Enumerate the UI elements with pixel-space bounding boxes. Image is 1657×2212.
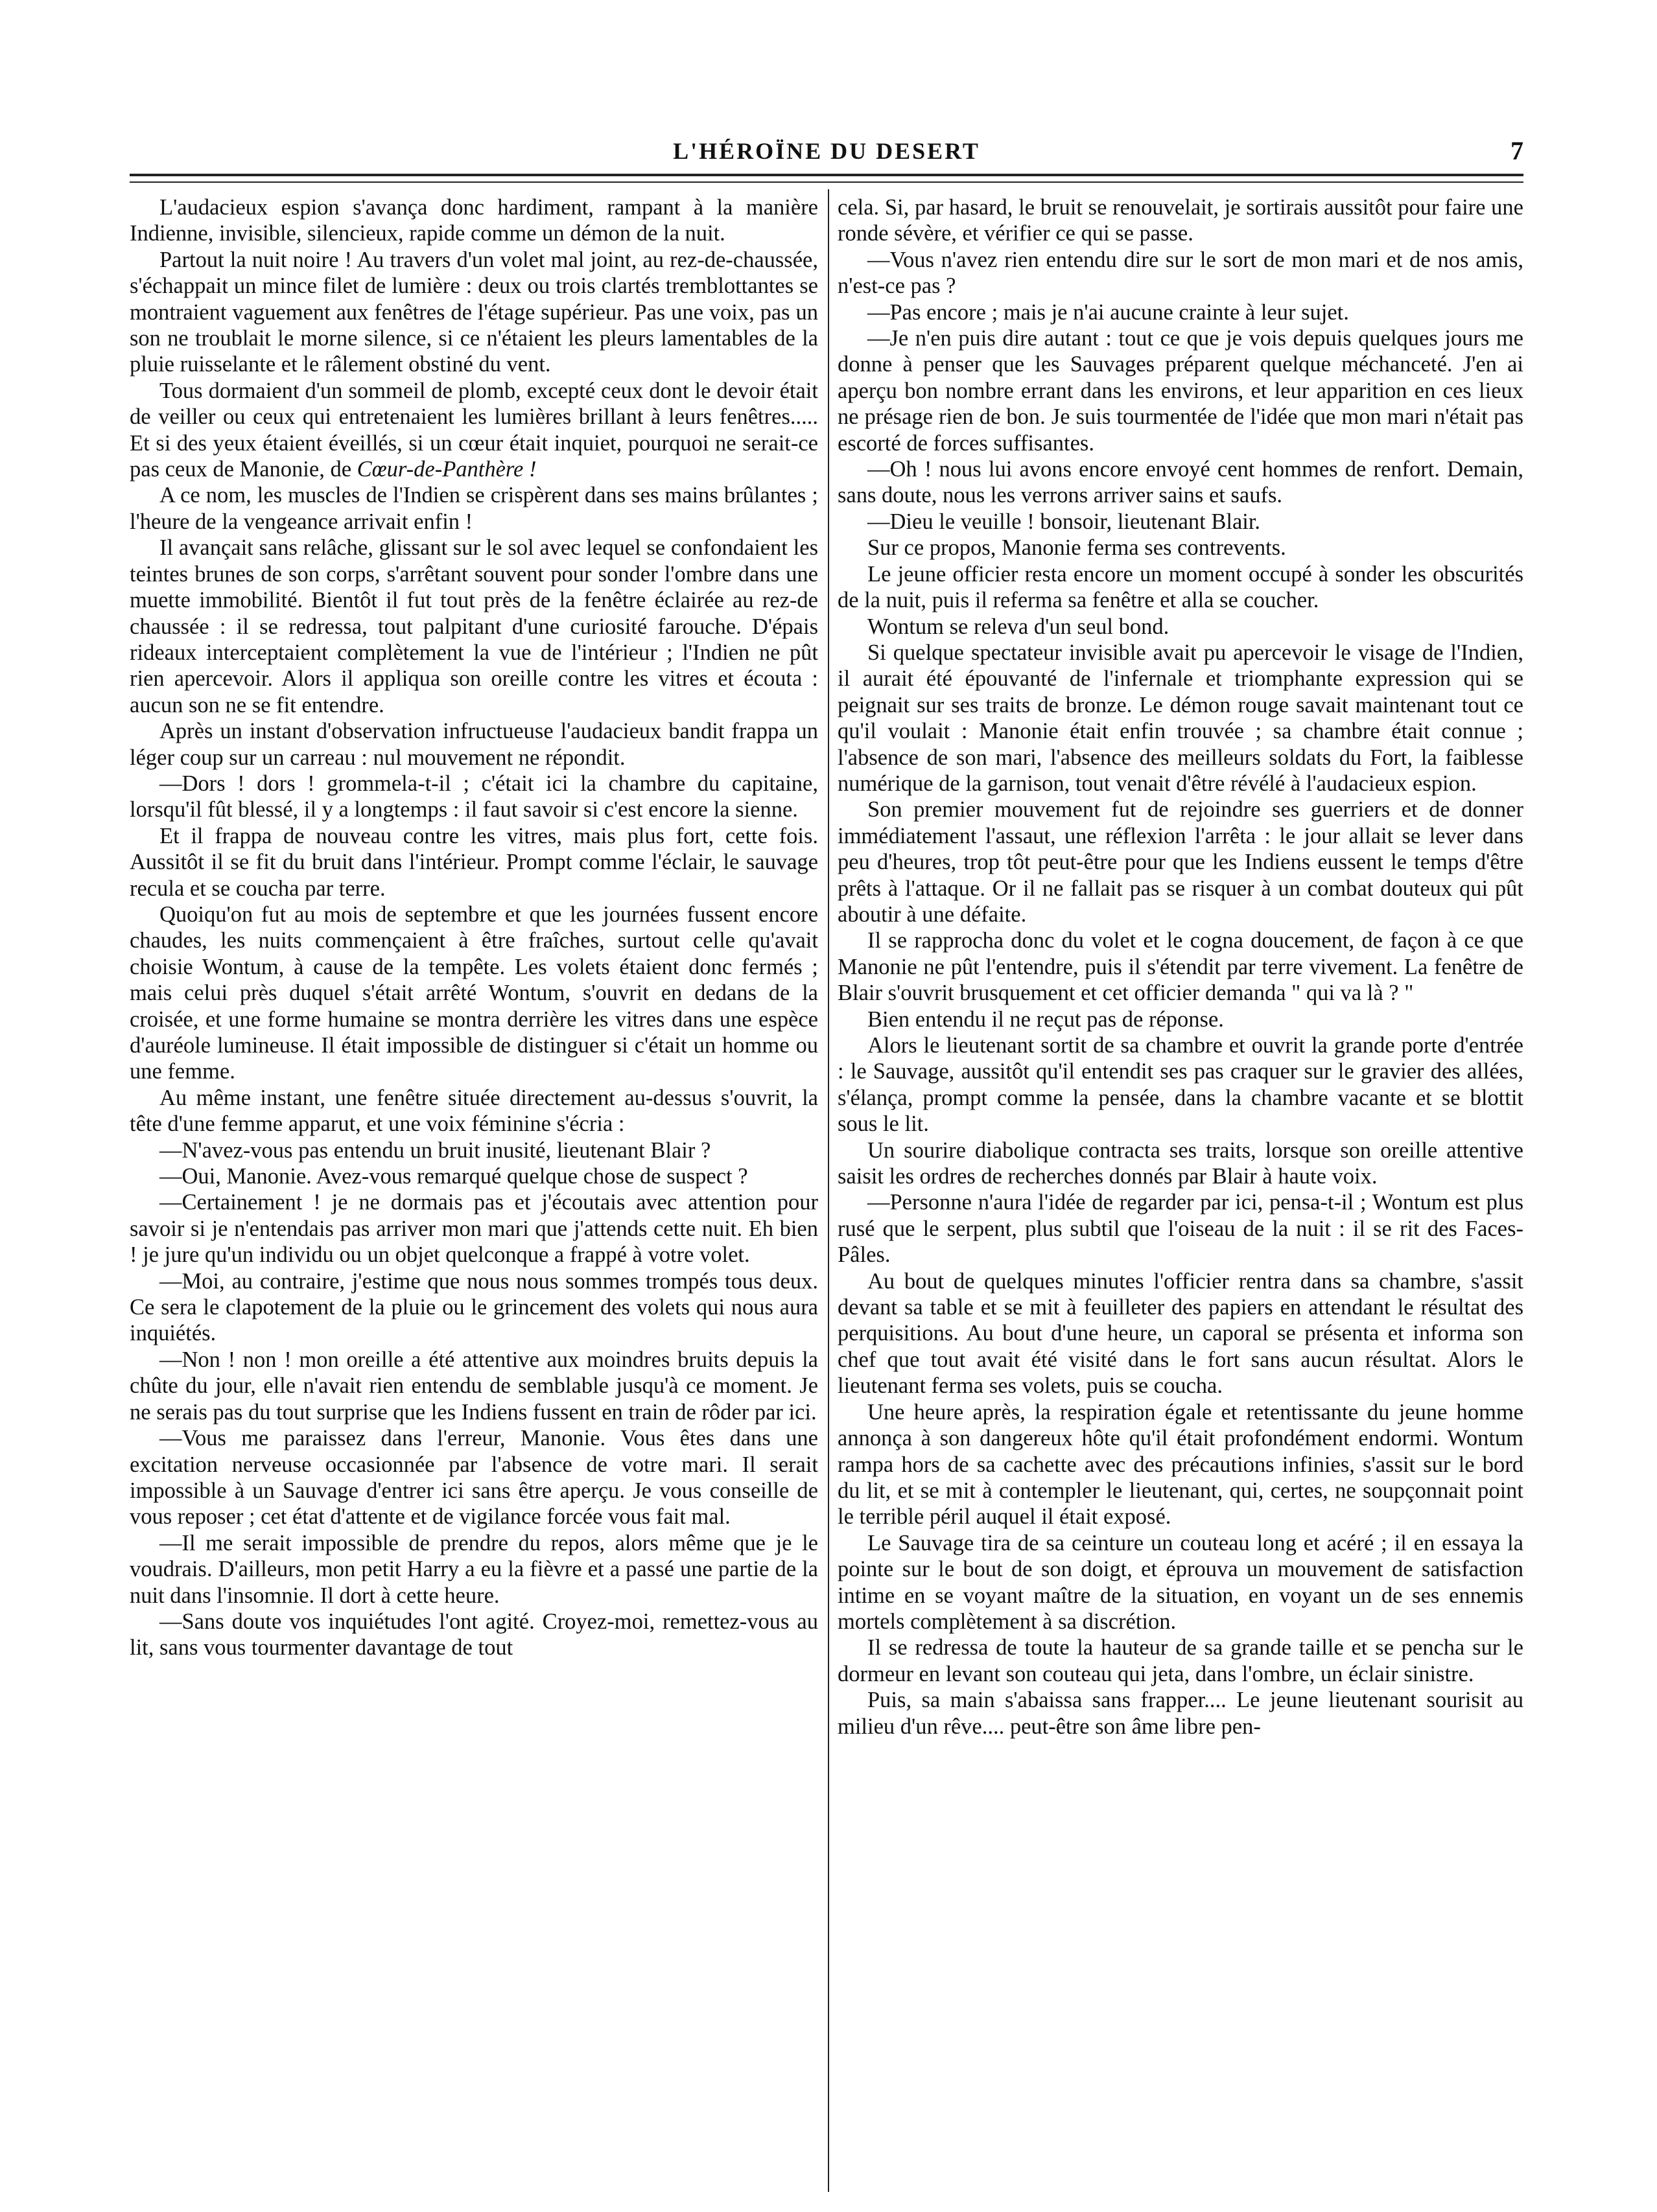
paragraph: —Personne n'aura l'idée de regarder par ici, pensa-t-il ; Wontum est plus rusé que le serpent, plus subtil que l'oiseau de la nuit : il se rit des Faces-Pâles. bbox=[838, 1190, 1523, 1268]
paragraph: Puis, sa main s'abaissa sans frapper.... Le jeune lieutenant sourisit au milieu d'un rêve.... peut-être son âme libre pen- bbox=[838, 1688, 1523, 1739]
paragraph: —Dieu le veuille ! bonsoir, lieutenant Blair. bbox=[867, 509, 1261, 534]
paragraph: Partout la nuit noire ! Au travers d'un volet mal joint, au rez-de-chaussée, s'échappait un mince filet de lumière : deux ou trois clartés tremblottantes se montraient vaguement aux fenêtres de l'étage supérieur. Pas une voix, pas un son ne troublait le morne silence, si ce n'étaient les pleurs lamentables de la pluie ruisselante et le râlement obstiné du vent. bbox=[130, 247, 818, 377]
paragraph: —Vous me paraissez dans l'erreur, Manonie. Vous êtes dans une excitation nerveuse occasionnée par l'absence de votre mari. Il serait impossible à un Sauvage d'entrer ici sans être aperçu. Je vous conseille de vous reposer ; cet état d'attente et de vigilance forcée vous fait mal. bbox=[130, 1426, 818, 1530]
paragraph: Et il frappa de nouveau contre les vitres, mais plus fort, cette fois. Aussitôt il se fit du bruit dans l'intérieur. Prompt comme l'éclair, le sauvage recula et se coucha par terre. bbox=[130, 823, 818, 901]
paragraph: —Il me serait impossible de prendre du repos, alors même que je le voudrais. D'ailleurs, mon petit Harry a eu la fièvre et a passé une partie de la nuit dans l'insomnie. Il dort à cette heure. bbox=[130, 1530, 818, 1608]
paragraph: Le Sauvage tira de sa ceinture un couteau long et acéré ; il en essaya la pointe sur le bout de son doigt, et éprouva un mouvement de satisfaction intime en se voyant maître de la situation, en voyant un de ses ennemis mortels complètement à sa discrétion. bbox=[838, 1530, 1523, 1634]
paragraph: cela. Si, par hasard, le bruit se renouvelait, je sortirais aussitôt pour faire une ronde sévère, et vérifier ce qui se passe. bbox=[838, 195, 1523, 246]
paragraph: —Oh ! nous lui avons encore envoyé cent hommes de renfort. Demain, sans doute, nous les verrons arriver sains et saufs. bbox=[838, 457, 1523, 508]
paragraph: Le jeune officier resta encore un moment occupé à sonder les obscurités de la nuit, puis il referma sa fenêtre et alla se coucher. bbox=[838, 561, 1523, 613]
left-column bbox=[130, 194, 818, 2197]
paragraph: L'audacieux espion s'avança donc hardiment, rampant à la manière Indienne, invisible, silencieux, rapide comme un démon de la nuit. bbox=[130, 195, 818, 246]
paragraph: —Oui, Manonie. Avez-vous remarqué quelque chose de suspect ? bbox=[159, 1164, 748, 1189]
paragraph: A ce nom, les muscles de l'Indien se crispèrent dans ses mains brûlantes ; l'heure de la vengeance arrivait enfin ! bbox=[130, 483, 818, 534]
column-divider bbox=[828, 189, 829, 2192]
paragraph: —Moi, au contraire, j'estime que nous nous sommes trompés tous deux. Ce sera le clapotement de la pluie ou le grincement des volets qui nous aura inquiétés. bbox=[130, 1268, 818, 1346]
paragraph: Il avançait sans relâche, glissant sur le sol avec lequel se confondaient les teintes brunes de son corps, s'arrêtant souvent pour sonder l'ombre dans une muette immobilité. Bientôt il fut tout près de la fenêtre éclairée au rez-de chaussée : il se redressa, tout palpitant d'une curiosité farouche. D'épais rideaux interceptaient complètement la vue de l'intérieur ; l'Indien ne pût rien apercevoir. Alors il appliqua son oreille contre les vitres et écouta : aucun son ne se fit entendre. bbox=[130, 535, 818, 717]
paragraph: Sur ce propos, Manonie ferma ses contrevents. bbox=[867, 535, 1286, 561]
header-rule-thick bbox=[130, 174, 1523, 176]
right-column bbox=[838, 194, 1523, 2197]
paragraph: —Dors ! dors ! grommela-t-il ; c'était ici la chambre du capitaine, lorsqu'il fût blessé, il y a longtemps : il faut savoir si c'est encore la sienne. bbox=[130, 771, 818, 822]
paragraph: —Sans doute vos inquiétudes l'ont agité. Croyez-moi, remettez-vous au lit, sans vous tourmenter davantage de tout bbox=[130, 1609, 818, 1660]
page-header bbox=[130, 133, 1523, 172]
italic-name: Cœur-de-Panthère ! bbox=[357, 457, 537, 482]
paragraph: Au même instant, une fenêtre située directement au-dessus s'ouvrit, la tête d'une femme apparut, et une voix féminine s'écria : bbox=[130, 1085, 818, 1137]
paragraph: Son premier mouvement fut de rejoindre ses guerriers et de donner immédiatement l'assaut, une réflexion l'arrêta : le jour allait se lever dans peu d'heures, trop tôt peut-être pour que les Indiens eussent le temps d'être prêts à l'attaque. Or il ne fallait pas se risquer à un combat douteux qui pût aboutir à une défaite. bbox=[838, 797, 1523, 927]
paragraph: Quoiqu'on fut au mois de septembre et que les journées fussent encore chaudes, les nuits commençaient à être fraîches, surtout celle qu'avait choisie Wontum, à cause de la tempête. Les volets étaient donc fermés ; mais celui près duquel s'était arrêté Wontum, s'ouvrit en dedans de la croisée, et une forme humaine se montra derrière les vitres dans une espèce d'auréole lumineuse. Il était impossible de distinguer si c'était un homme ou une femme. bbox=[130, 902, 818, 1084]
paragraph bbox=[130, 378, 818, 483]
paragraph: —Pas encore ; mais je n'ai aucune crainte à leur sujet. bbox=[867, 299, 1349, 325]
paragraph: Si quelque spectateur invisible avait pu apercevoir le visage de l'Indien, il aurait été épouvanté de l'infernale et triomphante expression qui se peignait sur ses traits de bronze. Le démon rouge savait maintenant tout ce qu'il voulait : Manonie était enfin trouvée ; sa chambre était connue ; l'absence de son mari, l'absence des meilleurs soldats du Fort, la faiblesse numérique de la garnison, tout venait d'être révélé à l'audacieux espion. bbox=[838, 640, 1523, 796]
header-rule-thin bbox=[130, 181, 1523, 183]
page-number: 7 bbox=[1510, 136, 1523, 165]
paragraph: Au bout de quelques minutes l'officier rentra dans sa chambre, s'assit devant sa table et se mit à feuilleter des papiers en attendant le résultat des perquisitions. Au bout d'une heure, un caporal se présenta et informa son chef que tout avait été visité dans le fort sans aucun résultat. Alors le lieutenant ferma ses volets, puis se coucha. bbox=[838, 1268, 1523, 1399]
paragraph: —Certainement ! je ne dormais pas et j'écoutais avec attention pour savoir si je n'entendais pas arriver mon mari que j'attends cette nuit. Eh bien ! je jure qu'un individu ou un objet quelconque a frappé à votre volet. bbox=[130, 1190, 818, 1268]
paragraph: Un sourire diabolique contracta ses traits, lorsque son oreille attentive saisit les ordres de recherches donnés par Blair à haute voix. bbox=[838, 1137, 1523, 1189]
paragraph: Il se redressa de toute la hauteur de sa grande taille et se pencha sur le dormeur en levant son couteau qui jeta, dans l'ombre, un éclair sinistre. bbox=[838, 1635, 1523, 1686]
paragraph: Il se rapprocha donc du volet et le cogna doucement, de façon à ce que Manonie ne pût l'entendre, puis il s'étendit par terre vivement. La fenêtre de Blair s'ouvrit brusquement et cet officier demanda " qui va là ? " bbox=[838, 928, 1523, 1006]
paragraph: —N'avez-vous pas entendu un bruit inusité, lieutenant Blair ? bbox=[159, 1137, 711, 1163]
paragraph: Une heure après, la respiration égale et retentissante du jeune homme annonça à son dangereux hôte qu'il était profondément endormi. Wontum rampa hors de sa cachette avec des précautions infinies, s'assit sur le bord du lit, et se mit à contempler le lieutenant, qui, certes, ne soupçonnait point le terrible péril auquel il était exposé. bbox=[838, 1399, 1523, 1530]
paragraph: Bien entendu il ne reçut pas de réponse. bbox=[867, 1007, 1224, 1032]
paragraph: Après un instant d'observation infructueuse l'audacieux bandit frappa un léger coup sur un carreau : nul mouvement ne répondit. bbox=[130, 719, 818, 770]
running-title: L'HÉROÏNE DU DESERT bbox=[673, 138, 980, 164]
paragraph-text: Tous dormaient d'un sommeil de plomb, excepté ceux dont le devoir était de veiller ou ceux qui entretenaient les lumières brillant à leurs fenêtres..... Et si des yeux étaient éveillés, si un cœur était inquiet, pourquoi ne serait-ce pas ceux de Manonie, de bbox=[130, 378, 818, 482]
paragraph: Wontum se releva d'un seul bond. bbox=[867, 614, 1169, 639]
paragraph: —Je n'en puis dire autant : tout ce que je vois depuis quelques jours me donne à penser que les Sauvages préparent quelque méchanceté. J'en ai aperçu bon nombre errant dans les environs, et leur apparition en ces lieux ne présage rien de bon. Je suis tourmentée de l'idée que mon mari n'était pas escorté de forces suffisantes. bbox=[838, 326, 1523, 456]
paragraph: —Vous n'avez rien entendu dire sur le sort de mon mari et de nos amis, n'est-ce pas ? bbox=[838, 247, 1523, 299]
paragraph: —Non ! non ! mon oreille a été attentive aux moindres bruits depuis la chûte du jour, elle n'avait rien entendu de semblable jusqu'à ce moment. Je ne serais pas du tout surprise que les Indiens fussent en train de rôder par ici. bbox=[130, 1347, 818, 1425]
paragraph: Alors le lieutenant sortit de sa chambre et ouvrit la grande porte d'entrée : le Sauvage, aussitôt qu'il entendit ses pas craquer sur le gravier des allées, s'élança, prompt comme la pensée, dans la chambre vacante et se blottit sous le lit. bbox=[838, 1033, 1523, 1137]
